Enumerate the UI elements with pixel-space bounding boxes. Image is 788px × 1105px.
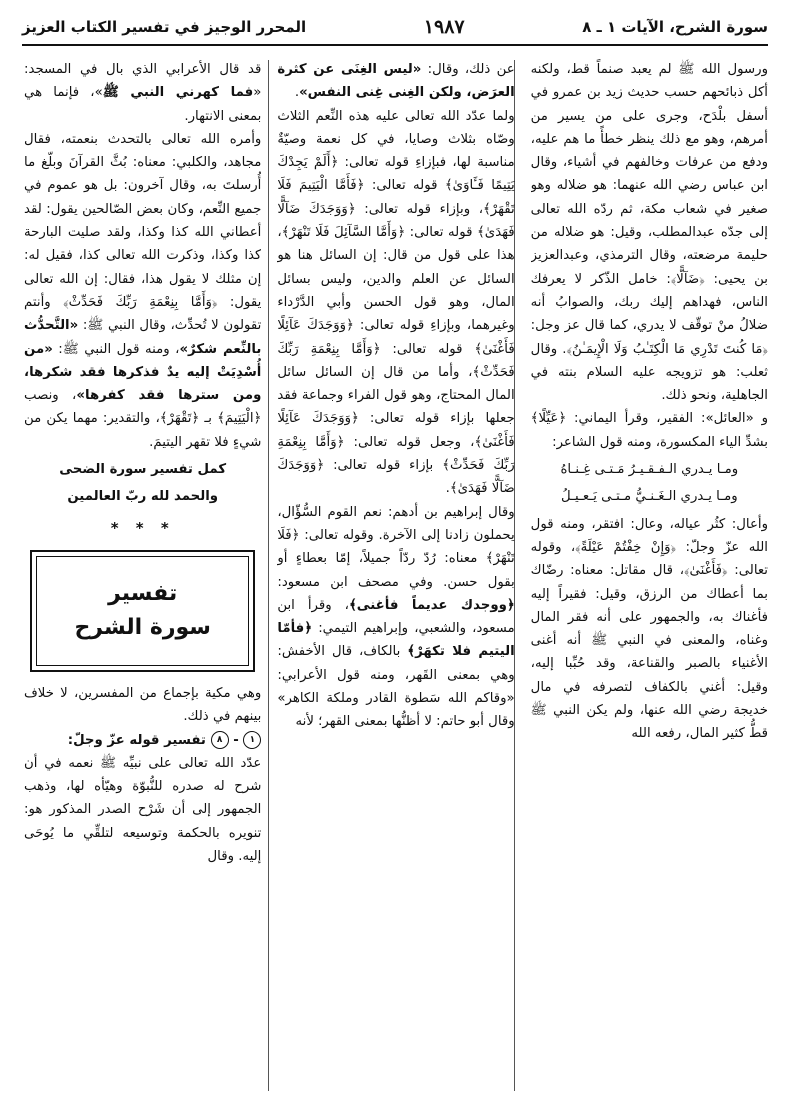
paragraph: ولما عدّد الله تعالى عليه هذه النِّعم الثلاث وصّاه بثلاث وصايا، في كل نعمة وصيّةٌ مناسبة لها، فبإزاءِ قوله تعالى: ﴿أَلَمْ يَجِدْكَ يَتِيمًا فَـَٔاوَىٰ﴾ قوله تعالى: ﴿فَأَمَّا الْيَتِيمَ فَلَا تَقْهَرْ﴾، وبإزاء قوله تعالى: ﴿وَوَجَدَكَ ضَآلًّا فَهَدَىٰ﴾ قوله تعالى: ﴿وَأَمَّا السَّآئِلَ فَلَا تَنْهَرْ﴾، هذا على قول من قال: إن السائل هنا هو السائل عن العلم والدين، وليس بسائل المال، وهو قول الحسن وأبي الدَّرْداء وغيرهما، وبإزاءِ قوله تعالى: ﴿وَوَجَدَكَ عَآئِلًا فَأَغْنَىٰ﴾ قوله تعالى: ﴿وَأَمَّا بِنِعْمَةِ رَبِّكَ فَحَدِّثْ﴾، وأما من قال إن السائل سائل المال المحتاج، وهو قول الفراء وجماعة فقد جعلها بإزاء قوله تعالى: ﴿وَوَجَدَكَ عَآئِلًا فَأَغْنَىٰ﴾، وجعل قوله تعالى: ﴿وَأَمَّا بِنِعْمَةِ رَبِّكَ فَحَدِّثْ﴾ بإزاء قوله تعالى: ﴿وَوَجَدَكَ ضَآلًّا فَهَدَىٰ﴾. [277,108,515,497]
text-run: . [294,85,300,101]
text-run: بالكاف، قال الأخفش: وهي بمعنى القَهر، ومنه قول الأعرابي: «وقاكم الله سَطوة القادر وملكة الكاهر» وقال أبو حاتم: لا أظنُّها بمعنى القهر؛ لأنه [277,644,515,730]
text-run: قد قال الأعرابي الذي بال في المسجد: « [24,62,262,101]
poem-verse: ومـا يـدري الـغَـنـيُّ مـتـى يَـعـيـلُ [561,489,738,505]
paragraph [277,58,514,105]
text-run: ، ونصب ﴿الْيَتِيمَ﴾ بـ ﴿تَقْهَرْ﴾، والتقدير: مهما يكن من شيءٍ فلا تقهر اليتيمَ. [24,388,262,450]
paragraph [24,58,261,128]
paragraph [24,128,261,454]
page-number: ١٩٨٧ [423,16,465,38]
verse-number-marker: ١ [243,731,261,749]
text-run: ، وقرأ ابن مسعود، والشعبي، وإبراهيم التيمي: [277,597,515,637]
header-rule [22,44,768,46]
surah-title-inner [36,556,249,666]
paragraph: و «العائل»: الفقير، وقرأ اليماني: ﴿عَيِّلًا﴾ بشدِّ الياء المكسورة، ومنه قول الشاعر: [530,411,768,450]
surah-end-note: والحمد لله ربّ العالمين [67,489,219,505]
book-title: المحرر الوجيز في تفسير الكتاب العزيز [22,18,307,36]
hadith-quote: «ليس الغِنَى عن كثرة العرَض، ولكن الغِنى غِنى النفس» [277,62,515,101]
surah-end-note: كمل تفسير سورة الضحى [59,462,227,478]
surah-title-line: تفسير [108,580,178,606]
text-run: وأمره الله تعالى بالتحدث بنعمته، فقال مجاهد، والكلبي: معناه: بُثَّ القرآنَ وبلّغ ما أُرسلتَ به، وقال آخرون: بل هو عموم في جميع النِّعم، وكان بعض الصّالحين يقول: لقد أعطاني الله كذا وكذا، ولقد صليت البارحة كذا وكذا، وذكرت الله تعالى كذا، فقيل له: إن مثلك لا يقول هذا، فقال: إن الله تعالى يقول: ﴿وَأَمَّا بِنِعْمَةِ رَبِّكَ فَحَدِّثْ﴾ وأنتم تقولون لا تُحدِّث، وقال النبي ﷺ: [24,131,262,334]
text-run: تفسير قوله عزّ وجلّ: [67,732,211,748]
surah-verse-range: سورة الشرح، الآيات ١ ـ ٨ [582,18,768,36]
poem-verse: ومـا يـدري الـفـقـيـرُ مَـتـى غِـنـاهُ [560,462,739,478]
column-middle [277,58,514,1088]
paragraph: وهي مكية بإجماع من المفسرين، لا خلاف بينهم في ذلك. [24,685,262,725]
paragraph: وأعال: كثُر عياله، وعال: افتقر، ومنه قول الله عزّ وجلّ: ﴿وَإِنْ خِفْتُمْ عَيْلَةً﴾، وقوله تعالى: ﴿فَأَغْنَىٰ﴾، قال مقاتل: معناه: رضّاك بما أعطاك من الرزق، وقيل: فقيراً إليه فأغناك به، والجمهور على أنه فقر المال وغناه، والمعنى في النبي ﷺ أنه أغنى الأغنياء بالصبر والقناعة، وقد حُبِّبا إليه، وقيل: أغني بالكفاف لتصرفه في مال خديجة رضي الله عنها، ولم يكن النبي ﷺ قطُّ كثير المال، رفعه الله [530,516,768,742]
quran-variant: ﴿فأمّا اليتيم فلا تكهَرْ﴾ [277,621,515,660]
text-columns [24,58,768,1088]
column-right [531,58,768,1088]
section-divider: * * * [110,518,175,537]
surah-title-box [30,550,255,672]
running-header [22,10,768,44]
hadith-quote: فما كهرني النبي ﷺ [102,85,254,101]
hadith-quote: «من أُسْدِيَتْ إليه يدٌ فذكرها فقد شكرها، ومن سترها فقد كفرها» [24,341,262,404]
paragraph: ورسول الله ﷺ لم يعبد صنماً قط، ولكنه أكل ذبائحهم حسب حديث زيد بن عمرو في أسفل بلْدَح، وجرى على من يسير من أمرهم، وهو مع ذلك ينظر خطأً ما هم عليه، ودفع من عرفات وخالفهم في أشياء، وقال ابن عباس رضي الله عنهما: هو ضلاله وهو صغير في شعاب مكة، ثم ردّه الله تعالى إلى جدّه عبدالمطلب، وقيل: هو ضلاله من حليمة مرضعته، وقال الترمذي، وعبدالعزيز بن يحيى: ﴿ضَآلًّا﴾: خامل الذّكر لا يعرفك الناس، فهداهم إليك ربك، والصوابُ أنه ضلالُ منْ توقّف لا يدري، كما قال عز وجل: ﴿مَا كُنتَ تَدْرِي مَا الْكِتَـٰبُ وَلَا الْإِيمَـٰنُ﴾. وقال ثعلب: هو تزويجه عليه السلام بنته في الجاهلية، ونحو ذلك. [530,62,768,404]
text-run: ، ومنه قول النبي ﷺ: [52,341,180,357]
text-run: وقال إبراهيم بن أدهم: نعم القوم السُّؤّال، يحملون زادنا إلى الآخرة. وقوله تعالى: ﴿فَلَا تَنْهَرْ﴾ معناه: رُدّ ردّاً جميلاً، إمّا بعطاءٍ أو بقول حسن. وفي مصحف ابن مسعود: [277,504,515,590]
hadith-quote: «التَّحدُّث بالنِّعم شكرٌ» [24,318,262,357]
quran-variant: ﴿ووجدك عديماً فأغنى﴾ [348,597,515,613]
column-left [24,58,261,1088]
verse-heading: ١ - ٨ تفسير قوله عزّ وجلّ: [24,729,261,752]
surah-title-line: سورة الشرح [74,614,211,640]
verse-number-marker: ٨ [211,731,229,749]
paragraph: عدّد الله تعالى على نبيِّه ﷺ نعمه في أن شرح له صدره للنُّبوّة وهيّأه لها، وذهب الجمهور إلى أن شَرْح الصدر المذكور هو: تنويره بالحكمة وتوسيعه لتلقِّي ما يُوحَى إليه. وقال [24,755,262,865]
text-run: »، فإنما هي بمعنى الانتهار. [24,85,262,124]
text-run: عن ذلك، وقال: [421,62,515,77]
paragraph [277,501,514,734]
